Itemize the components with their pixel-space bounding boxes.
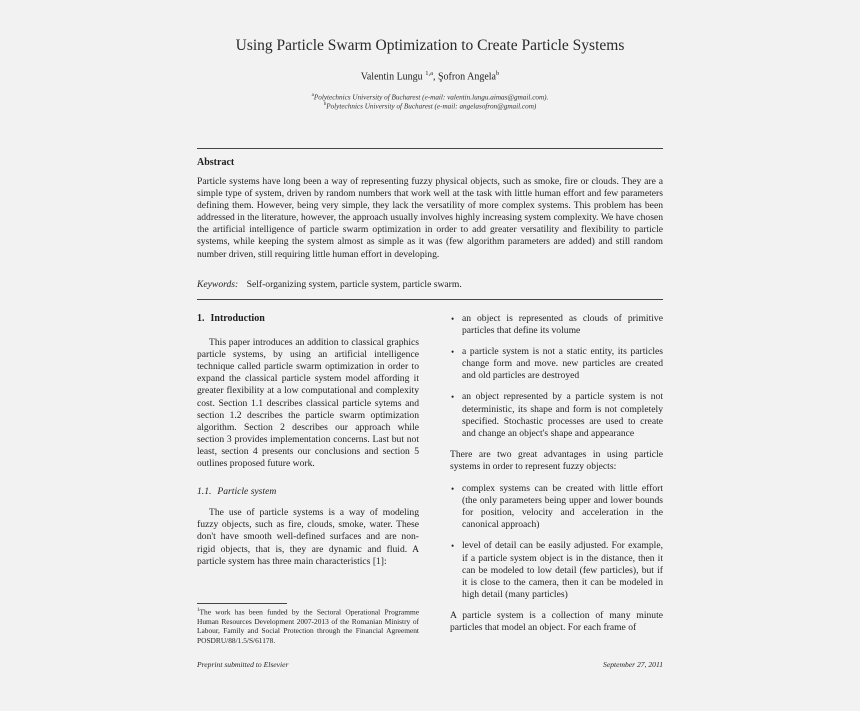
subsection-title: Particle system [217, 486, 277, 498]
footnote-marker: 1 [197, 608, 200, 613]
list-item-text: complex systems can be created with little effort (the only parameters being upper and lower bounds for position, velocity and acceleration in the canonical approach) [462, 483, 663, 531]
list-item-text: a particle system is not a static entity, its particles change form and move. new particles are created and old particles are destroyed [462, 346, 663, 382]
list-item-text: level of detail can be easily adjusted. For example, if a particle system object is in the distance, then it can be modeled to low detail (few particles), but if it is close to the camera, then it can be modeled in high detail (many particles) [462, 540, 663, 600]
bullet-icon: • [451, 484, 455, 495]
list-item [450, 483, 663, 531]
abstract-bottom-rule [197, 299, 663, 300]
affiliation-a [0, 93, 860, 101]
advantages-intro-paragraph: There are two great advantages in using particle systems in order to represent fuzzy objects: [450, 448, 663, 472]
footnote-rule [197, 603, 287, 604]
list-item [450, 540, 663, 600]
subsection-number: 1.1. [197, 486, 212, 498]
list-item [450, 346, 663, 382]
bullet-icon: • [451, 541, 455, 552]
affiliation-a-marker: a [311, 93, 314, 98]
right-column [450, 313, 663, 644]
affiliation-b-text: Polytechnics University of Bucharest (e-mail: angelasofron@gmail.com) [326, 102, 537, 111]
section-heading-introduction [197, 313, 419, 325]
footer-date: September 27, 2011 [603, 660, 663, 669]
particle-collection-paragraph: A particle system is a collection of many minute particles that model an object. For each frame of [450, 609, 663, 633]
list-item-text: an object is represented as clouds of primitive particles that define its volume [462, 313, 663, 337]
list-item [450, 313, 663, 337]
list-item-text: an object represented by a particle system is not deterministic, its shape and form is not completely specified. Stochastic processes are used to create and change an object's shape and appearance [462, 391, 663, 439]
bullet-icon: • [451, 347, 455, 358]
author-2-affil-marker: b [496, 70, 500, 77]
keywords-line [197, 279, 663, 290]
section-title: Introduction [210, 313, 265, 324]
footnote [197, 603, 419, 645]
author-separator: , [432, 71, 438, 83]
characteristics-list [450, 313, 663, 440]
keywords-label: Keywords: [197, 279, 239, 290]
footnote-text: The work has been funded by the Sectoral Operational Programme Human Resources Development 2007-2013 of the Romanian Ministry of Labour, Family and Social Protection through the Financial Agreement POSDRU/88/1.5/S/61178. [197, 607, 419, 645]
left-column [197, 313, 419, 568]
affiliation-a-text: Polytechnics University of Bucharest (e-mail: valentin.lungu.aimas@gmail.com). [313, 93, 549, 102]
keywords-text: Self-organizing system, particle system, particle swarm. [246, 279, 462, 290]
subsection-heading-particle-system [197, 486, 419, 498]
abstract-heading: Abstract [197, 157, 235, 168]
author-2: Şofron Angela [437, 71, 496, 83]
abstract-top-rule [197, 148, 663, 149]
list-item [450, 391, 663, 439]
citation-link[interactable]: [1] [372, 555, 384, 567]
particle-system-paragraph-end: : [384, 555, 387, 567]
abstract-text: Particle systems have long been a way of representing fuzzy physical objects, such as smoke, fire or clouds. They are a simple type of system, driven by random numbers that work well at the task with little human effort and few parameters defining them. However, being very simple, they lack the versatility of more complex systems. This problem has been addressed in the literature, however, the approach usually involves highly increasing system complexity. We have chosen the artificial intelligence of particle swarm optimization in order to add greater versatility and flexibility to particle systems, while keeping the system almost as simple as it was (few algorithm parameters are added) and still random number driven, still requiring little human effort in developing. [197, 176, 663, 260]
advantages-list [450, 483, 663, 601]
bullet-icon: • [451, 314, 455, 324]
author-1: Valentin Lungu [360, 71, 423, 83]
particle-system-paragraph-text: The use of particle systems is a way of modeling fuzzy objects, such as fire, clouds, smoke, water. These don't have smooth well-defined surfaces and are non-rigid objects, that is, they are dynamic and fluid. A particle system has three main characteristics [197, 507, 419, 567]
author-1-affil-marker: 1,a [425, 70, 433, 77]
particle-system-paragraph [197, 507, 419, 567]
affiliation-b [0, 102, 860, 110]
intro-paragraph: This paper introduces an addition to classical graphics particle systems, by using an artificial intelligence technique called particle swarm optimization in order to expand the classical particle system model affording it greater flexibility at a low computational and complexity cost. Section 1.1 describes classical particle sytems and section 1.2 describes the particle swarm optimization algorithm. Section 2 describes our approach while section 3 provides implementation concerns. Last but not least, section 4 presents our conclusions and section 5 outlines proposed future work. [197, 337, 419, 470]
paper-title: Using Particle Swarm Optimization to Create Particle Systems [235, 37, 625, 54]
bullet-icon: • [451, 392, 455, 403]
section-number: 1. [197, 313, 205, 324]
author-line [0, 70, 860, 82]
footer-preprint-note: Preprint submitted to Elsevier [197, 660, 289, 669]
affiliation-b-marker: b [323, 102, 327, 107]
